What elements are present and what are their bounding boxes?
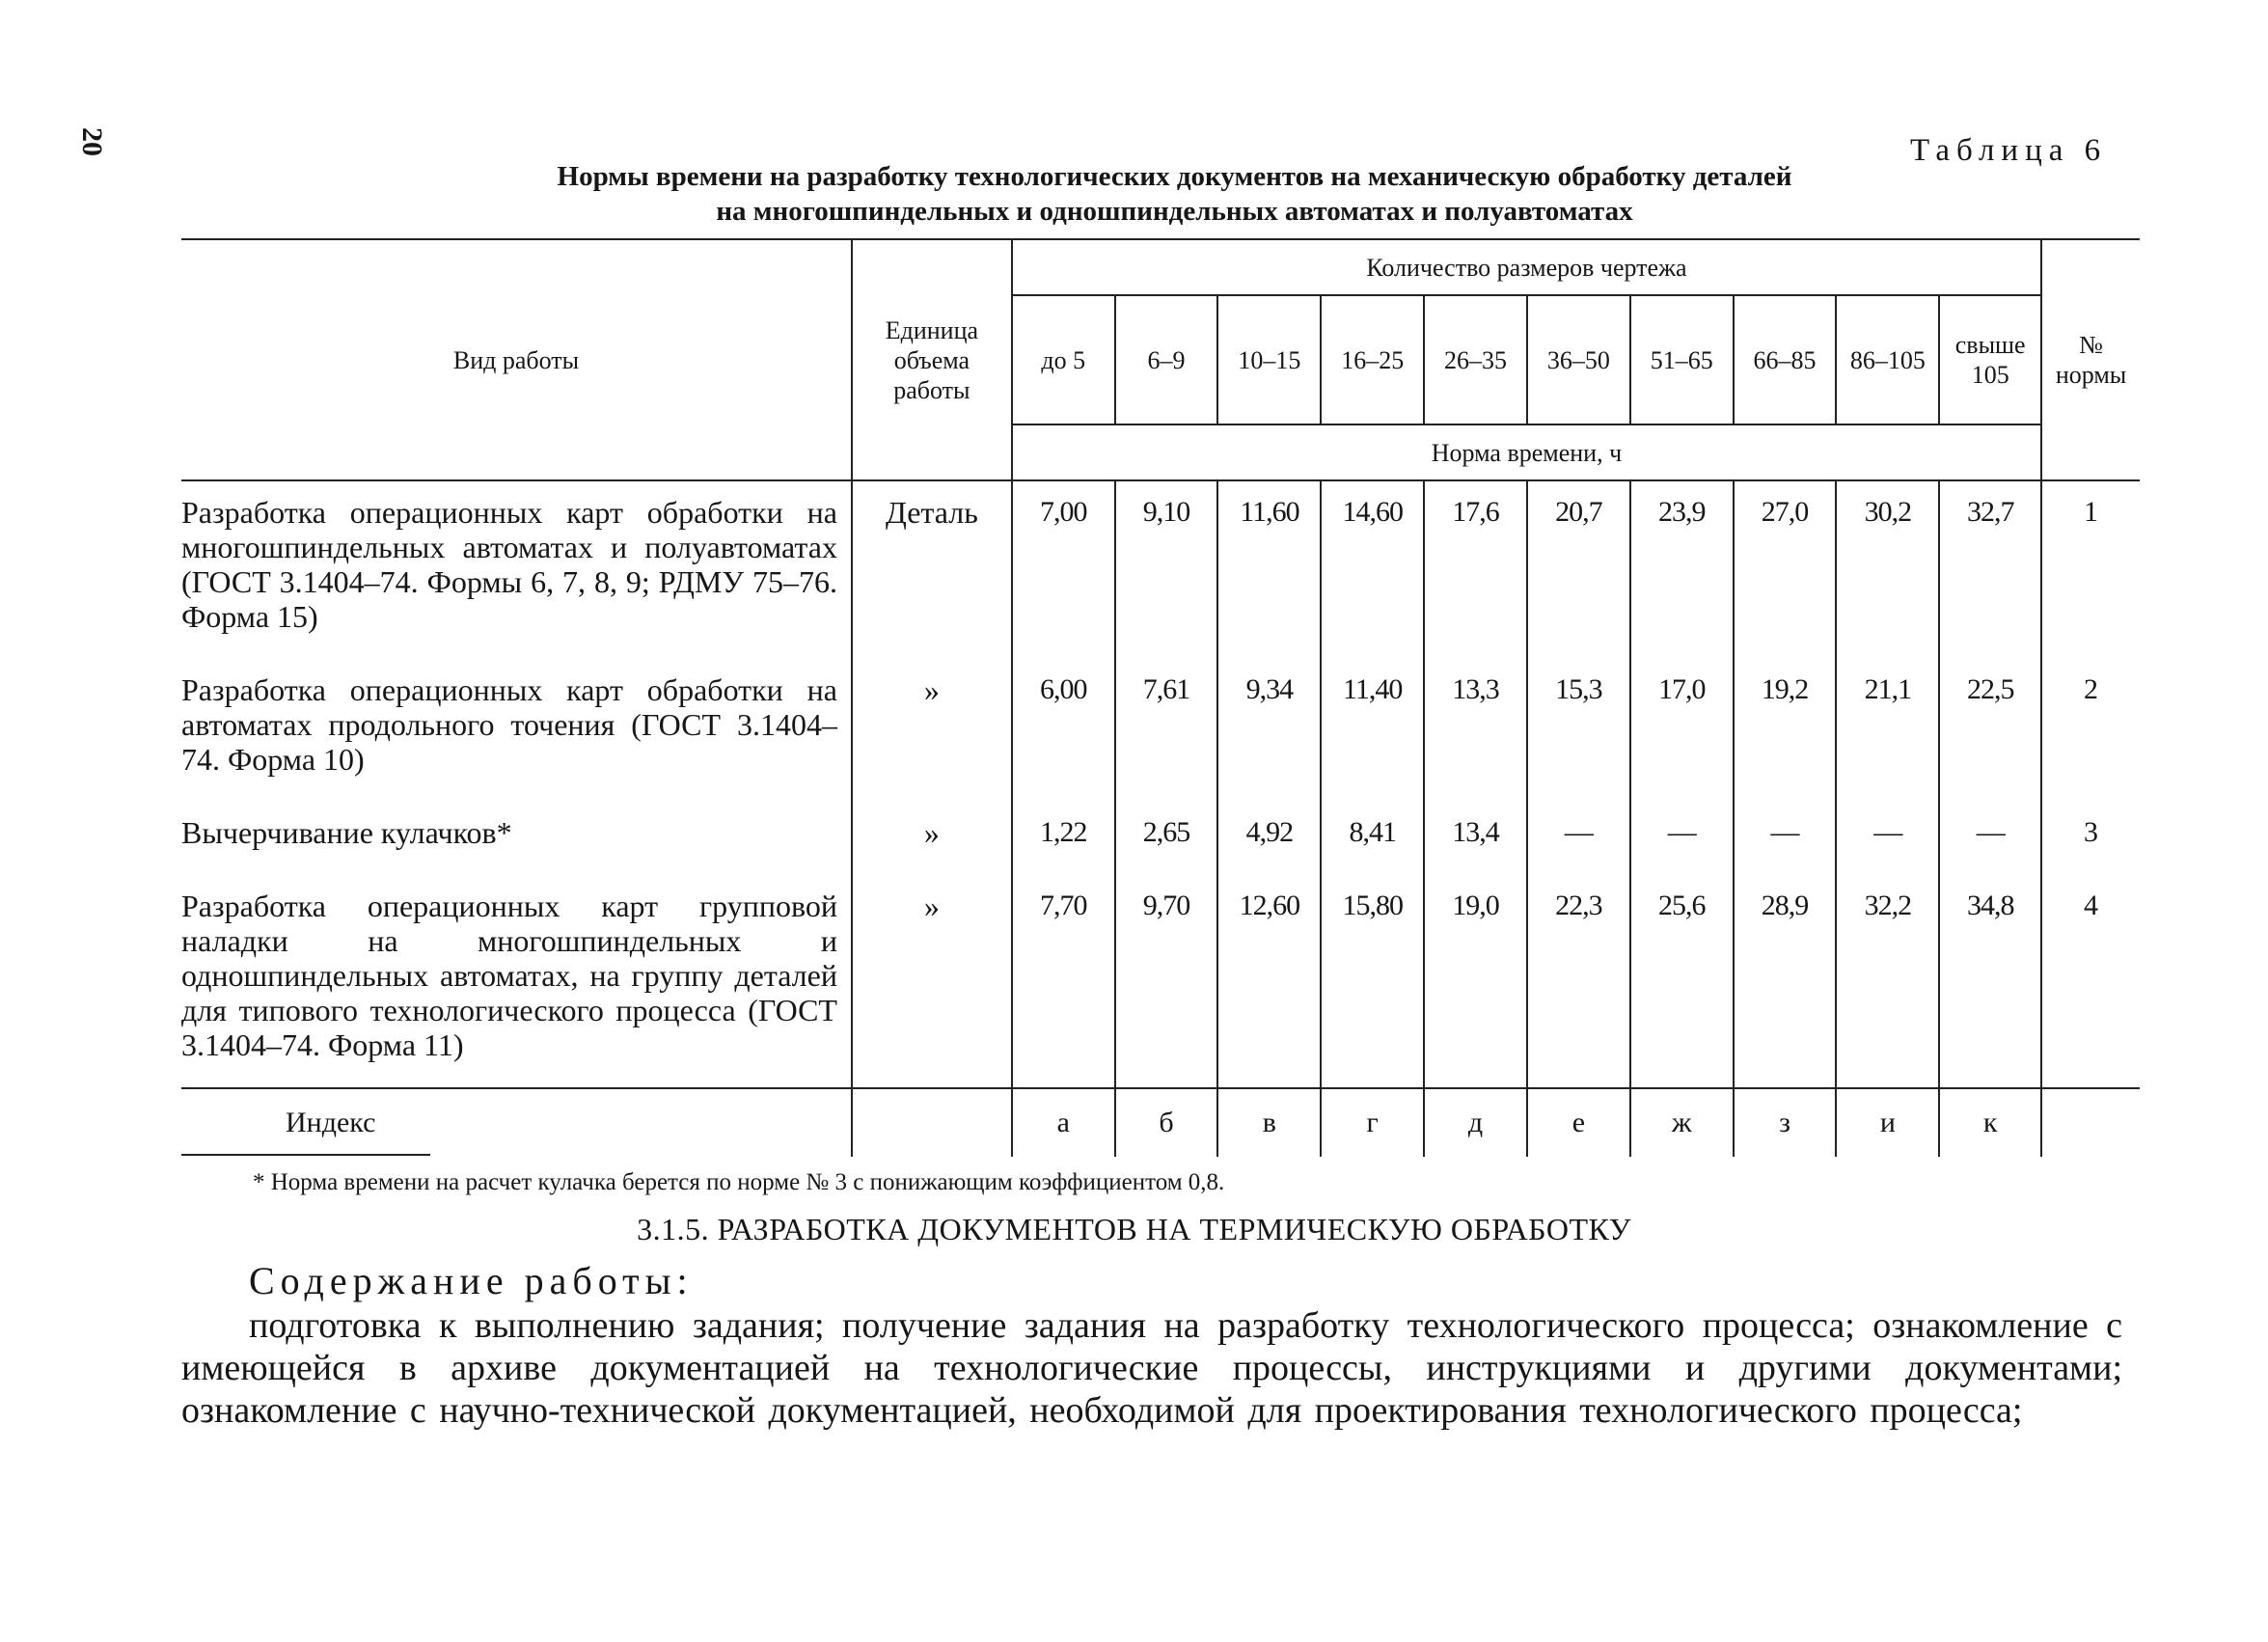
value-cell: — (1939, 802, 2041, 875)
value-cell: 14,60 (1321, 480, 1424, 659)
table-row (181, 802, 2140, 875)
header-size-col: 36–50 (1527, 295, 1630, 424)
index-row (181, 1088, 2140, 1157)
table-title-line-1: Нормы времени на разработку технологических документов на механическую обработку деталей (557, 161, 1792, 192)
header-work-type: Вид работы (181, 239, 852, 480)
work-description: Разработка операционных карт обработки на многошпиндельных автоматах и полуавтоматах (ГОСТ 3.1404–74. Формы 6, 7, 8, 9; РДМУ 75–76. Форма 15) (181, 495, 837, 634)
index-letter: е (1527, 1088, 1630, 1157)
content-label: Содержание работы: (249, 1259, 694, 1302)
table-row (181, 875, 2140, 1088)
index-letter: з (1734, 1088, 1837, 1157)
index-letter: д (1424, 1088, 1527, 1157)
section-heading: 3.1.5. РАЗРАБОТКА ДОКУМЕНТОВ НА ТЕРМИЧЕСКУЮ ОБРАБОТКУ (637, 1212, 1631, 1246)
header-size-col: 26–35 (1424, 295, 1527, 424)
footnote: * Норма времени на расчет кулачка берется по норме № 3 с понижающим коэффициентом 0,8. (253, 1169, 1225, 1195)
value-cell: 13,4 (1424, 802, 1527, 875)
value-cell: 1,22 (1012, 802, 1115, 875)
value-cell: 19,0 (1424, 875, 1527, 1088)
norm-number-cell: 4 (2041, 875, 2140, 1088)
value-cell: 17,6 (1424, 480, 1527, 659)
value-cell: 20,7 (1527, 480, 1630, 659)
value-cell: 32,7 (1939, 480, 2041, 659)
header-size-col: 51–65 (1630, 295, 1734, 424)
unit-cell: Деталь (852, 480, 1012, 659)
value-cell: — (1734, 802, 1837, 875)
page-number: 20 (76, 127, 108, 156)
header-size-col: свыше 105 (1939, 295, 2041, 424)
norm-number-cell: 2 (2041, 659, 2140, 802)
header-unit: Единица объема работы (852, 239, 1012, 480)
time-norm-table (181, 238, 2140, 1157)
value-cell: — (1836, 802, 1939, 875)
value-cell: 22,3 (1527, 875, 1630, 1088)
work-description: Разработка операционных карт групповой наладки на многошпиндельных и одношпиндельных автоматах, на группу деталей для типового технологического процесса (ГОСТ 3.1404–74. Форма 11) (181, 889, 837, 1062)
index-number-empty (2041, 1088, 2140, 1157)
value-cell: — (1527, 802, 1630, 875)
index-letter: б (1115, 1088, 1218, 1157)
body-paragraph: подготовка к выполнению задания; получение задания на разработку технологического процесса; ознакомление с имеющейся в архиве документацией на технологические процессы, инструкциями и другими документами; ознакомление с научно-технической документацией, необходимой для проектирования технологического процесса; (181, 1305, 2122, 1431)
work-description: Вычерчивание кулачков* (181, 815, 512, 850)
value-cell: 6,00 (1012, 659, 1115, 802)
value-cell: 11,40 (1321, 659, 1424, 802)
norm-number-cell: 1 (2041, 480, 2140, 659)
value-cell: 22,5 (1939, 659, 2041, 802)
value-cell: 32,2 (1836, 875, 1939, 1088)
value-cell: 7,70 (1012, 875, 1115, 1088)
index-label: Индекс (181, 1088, 852, 1157)
value-cell: 21,1 (1836, 659, 1939, 802)
value-cell: 23,9 (1630, 480, 1734, 659)
value-cell: 15,3 (1527, 659, 1630, 802)
value-cell: 15,80 (1321, 875, 1424, 1088)
value-cell: 28,9 (1734, 875, 1837, 1088)
header-time-norm: Норма времени, ч (1012, 424, 2041, 480)
table-row (181, 659, 2140, 802)
table-title (424, 159, 1925, 229)
index-letter: а (1012, 1088, 1115, 1157)
value-cell: 7,61 (1115, 659, 1218, 802)
index-letter: к (1939, 1088, 2041, 1157)
value-cell: 13,3 (1424, 659, 1527, 802)
table-label: Таблица 6 (1910, 133, 2108, 168)
unit-cell: » (852, 875, 1012, 1088)
work-description: Разработка операционных карт обработки на автоматах продольного точения (ГОСТ 3.1404–74. Форма 10) (181, 672, 837, 777)
value-cell: 8,41 (1321, 802, 1424, 875)
index-letter: г (1321, 1088, 1424, 1157)
header-size-col: 66–85 (1734, 295, 1837, 424)
index-unit-empty (852, 1088, 1012, 1157)
header-size-col: 16–25 (1321, 295, 1424, 424)
header-size-col: 86–105 (1836, 295, 1939, 424)
value-cell: 12,60 (1217, 875, 1321, 1088)
value-cell: 7,00 (1012, 480, 1115, 659)
value-cell: 2,65 (1115, 802, 1218, 875)
norm-number-cell: 3 (2041, 802, 2140, 875)
header-size-col: 10–15 (1217, 295, 1321, 424)
header-norm-number: № нормы (2041, 239, 2140, 480)
value-cell: — (1630, 802, 1734, 875)
value-cell: 25,6 (1630, 875, 1734, 1088)
table-title-line-2: на многошпиндельных и одношпиндельных автоматах и полуавтоматах (716, 196, 1633, 227)
value-cell: 19,2 (1734, 659, 1837, 802)
header-drawing-sizes: Количество размеров чертежа (1012, 239, 2041, 295)
header-size-col: до 5 (1012, 295, 1115, 424)
unit-cell: » (852, 802, 1012, 875)
index-letter: и (1836, 1088, 1939, 1157)
value-cell: 9,70 (1115, 875, 1218, 1088)
value-cell: 11,60 (1217, 480, 1321, 659)
unit-cell: » (852, 659, 1012, 802)
value-cell: 9,10 (1115, 480, 1218, 659)
header-size-col: 6–9 (1115, 295, 1218, 424)
value-cell: 34,8 (1939, 875, 2041, 1088)
value-cell: 4,92 (1217, 802, 1321, 875)
table-row (181, 480, 2140, 659)
value-cell: 30,2 (1836, 480, 1939, 659)
value-cell: 27,0 (1734, 480, 1837, 659)
index-letter: в (1217, 1088, 1321, 1157)
index-letter: ж (1630, 1088, 1734, 1157)
value-cell: 17,0 (1630, 659, 1734, 802)
value-cell: 9,34 (1217, 659, 1321, 802)
footnote-rule (181, 1154, 430, 1156)
